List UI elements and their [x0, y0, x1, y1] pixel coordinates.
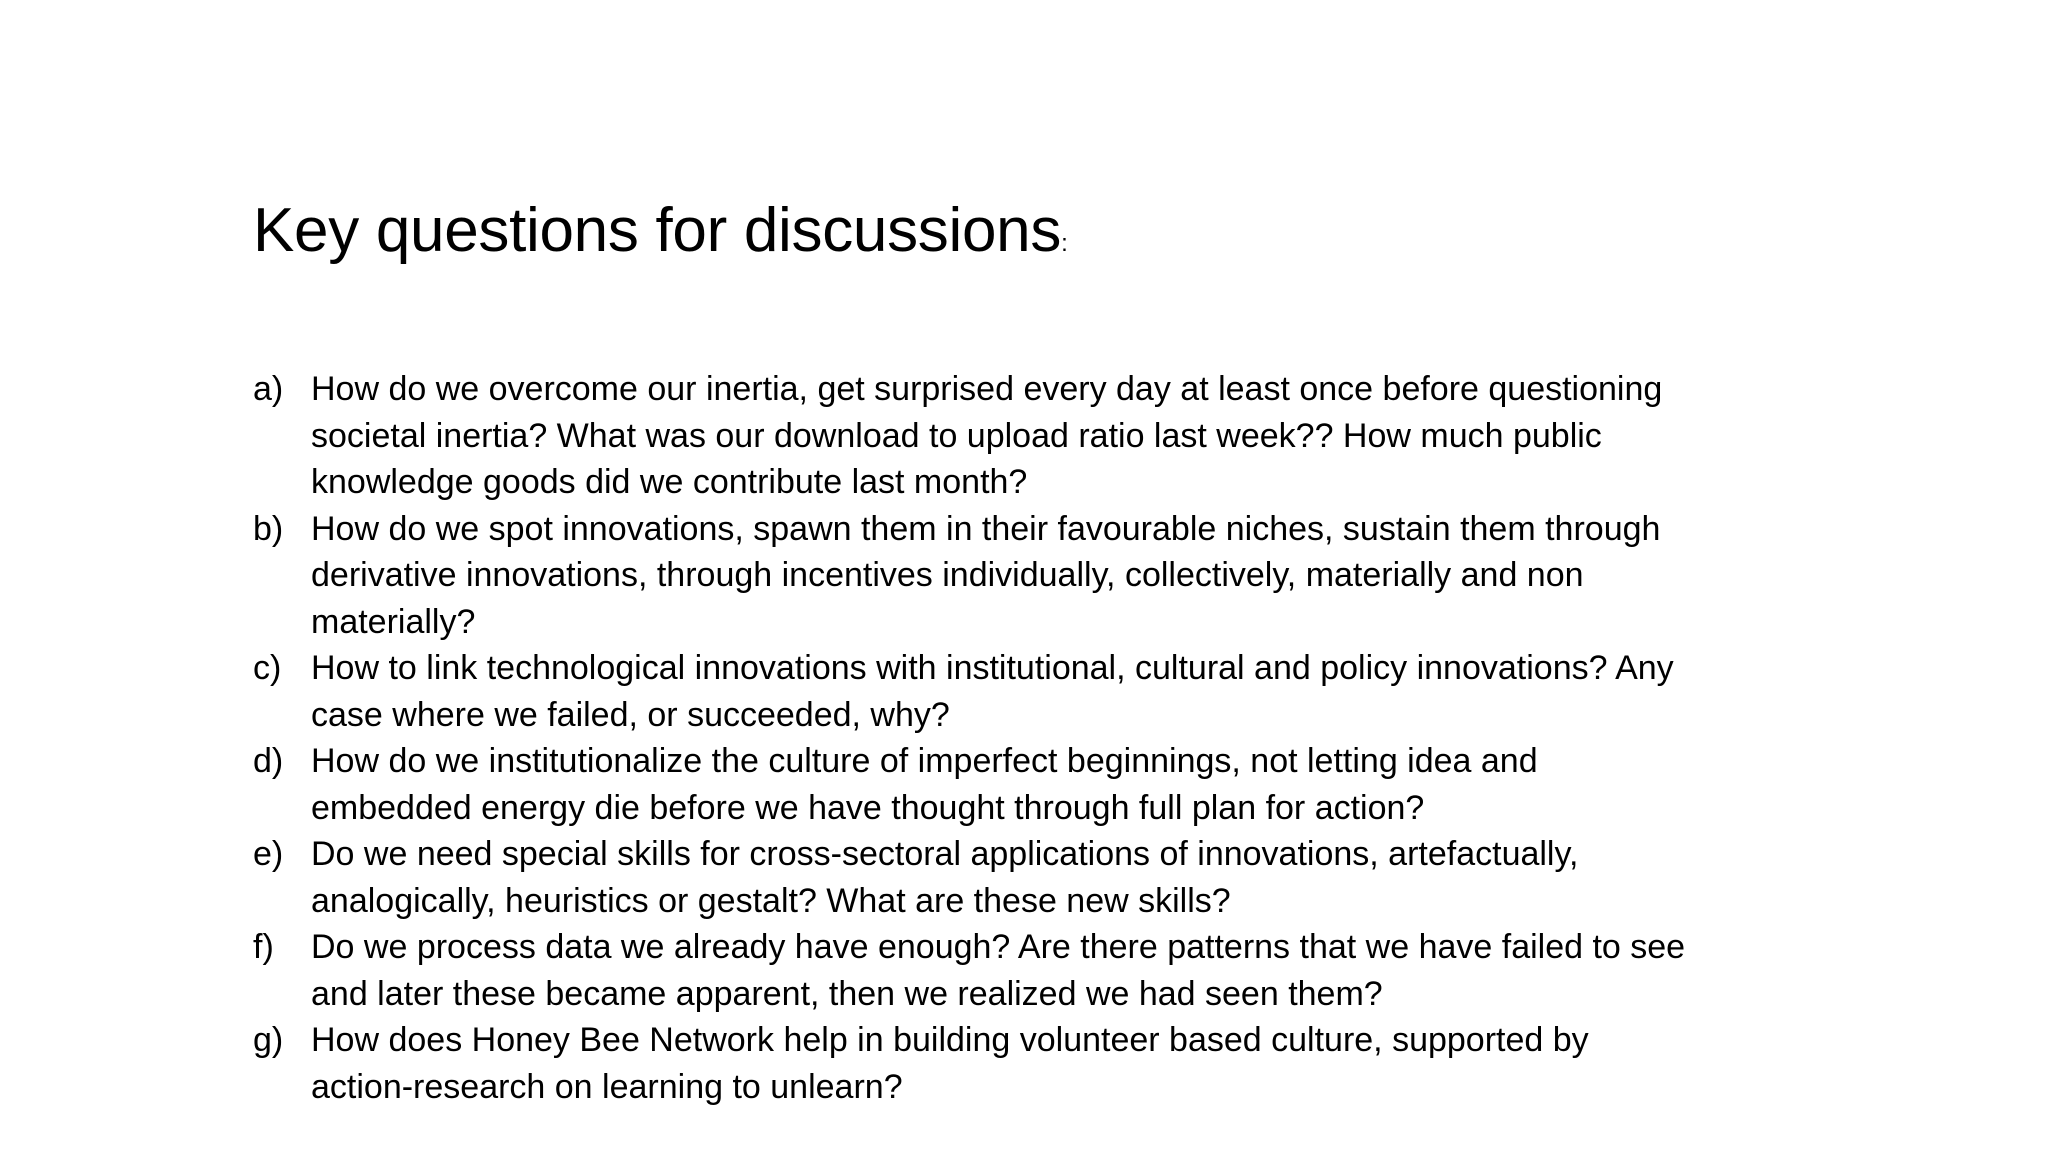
question-text: Do we process data we already have enough? Are there patterns that we have failed to see and later these became apparent, then we realized we had seen them? [311, 928, 1686, 1013]
question-marker: b) [253, 509, 284, 548]
question-marker: c) [253, 649, 282, 687]
question-marker: a) [253, 370, 284, 408]
question-text: How does Honey Bee Network help in building volunteer based culture, supported by action-research on learning to unlearn? [311, 1021, 1589, 1106]
question-text: How do we overcome our inertia, get surprised every day at least once before questioning societal inertia? What was our download to upload ratio last week?? How much public knowledge goods did we contribute last month? [311, 370, 1663, 501]
question-item-f [253, 924, 1693, 1017]
question-item-d [253, 738, 1693, 831]
question-text: How do we institutionalize the culture of imperfect beginnings, not letting idea and embedded energy die before we have thought through full plan for action? [311, 742, 1538, 827]
question-marker: d) [253, 742, 284, 780]
question-item-e [253, 831, 1693, 924]
question-marker: e) [253, 835, 284, 873]
slide-title [253, 194, 1067, 281]
question-text: How to link technological innovations with institutional, cultural and policy innovations? Any case where we failed, or succeeded, why? [311, 649, 1674, 734]
question-item-b [253, 506, 1693, 646]
question-item-c [253, 645, 1693, 738]
question-text: Do we need special skills for cross-sectoral applications of innovations, artefactually, analogically, heuristics or gestalt? What are these new skills? [311, 835, 1579, 920]
question-marker: f) [253, 928, 274, 966]
question-item-a [253, 366, 1693, 506]
question-text: How do we spot innovations, spawn them in their favourable niches, sustain them through derivative innovations, through incentives individually, collectively, materially and non materially? [311, 509, 1661, 641]
slide-title-text: Key questions for discussions [253, 196, 1062, 265]
questions-list [253, 366, 1693, 1110]
question-item-g [253, 1017, 1693, 1110]
question-marker: g) [253, 1021, 284, 1059]
slide-title-suffix: : [1061, 230, 1068, 257]
